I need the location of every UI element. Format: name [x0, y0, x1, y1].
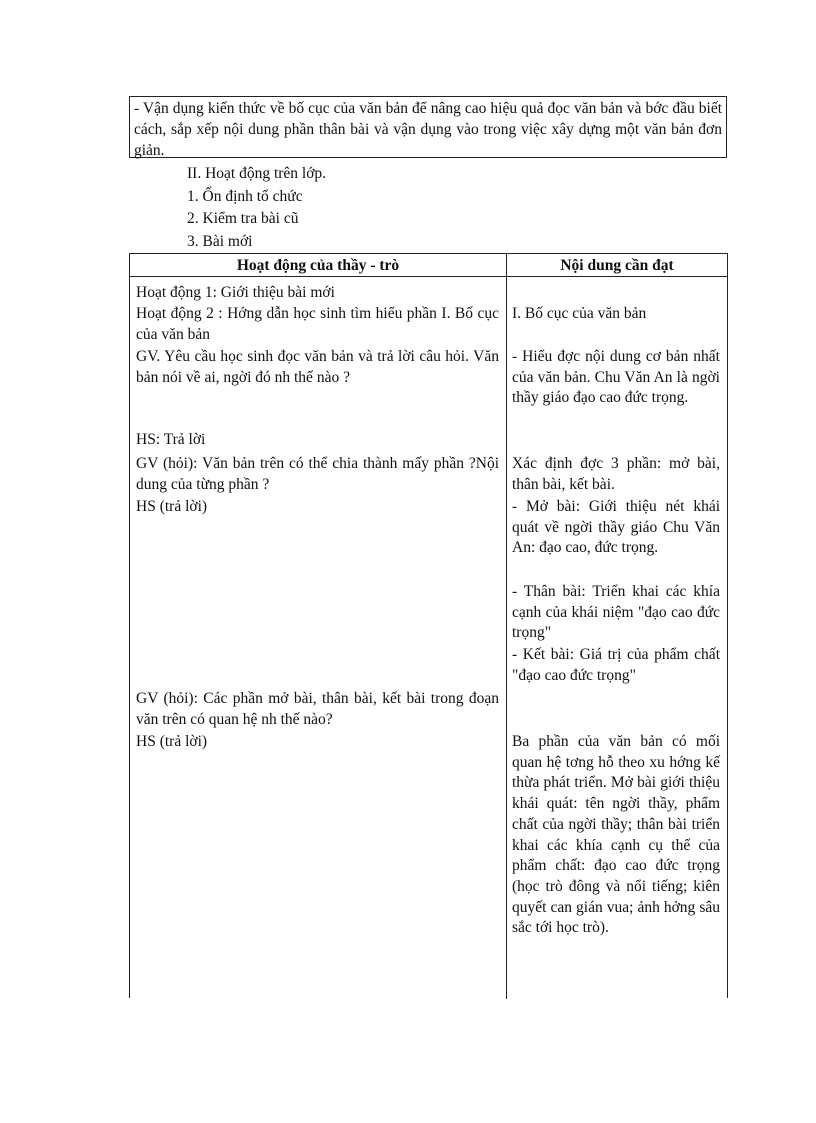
column-divider — [506, 254, 507, 999]
step-item: 3. Bài mới — [187, 232, 253, 250]
right-cell: - Kết bài: Giá trị của phẩm chất "đạo cao đức trọng" — [512, 646, 720, 684]
header-content: Nội dung cần đạt — [560, 257, 674, 274]
lesson-table — [129, 253, 728, 998]
right-cell: - Thân bài: Triển khai các khía cạnh của khái niệm "đạo cao đức trọng" — [512, 583, 720, 642]
left-cell: HS (trả lời) — [136, 733, 208, 750]
right-cell: Ba phần của văn bản có mối quan hệ tơng hỗ theo xu hớng kế thừa phát triển. Mở bài giới thiệu khái quát: tên ngời thầy, phẩm chất của ngời thầy; thân bài triển khai các khía cạnh cụ thể của phẩm chất: đạo cao đức trọng (học trò đông và nổi tiếng; kiên quyết can gián vua; ảnh hởng sâu sắc tới học trò). — [512, 733, 720, 937]
right-cell: - Hiểu đợc nội dung cơ bản nhất của văn bản. Chu Văn An là ngời thầy giáo đạo cao đức trọng. — [512, 348, 720, 407]
left-cell: Hoạt động 1: Giới thiệu bài mới — [136, 284, 335, 301]
left-cell: GV (hỏi): Văn bản trên có thể chia thành mấy phần ?Nội dung của từng phần ? — [136, 455, 499, 493]
right-cell: I. Bố cục của văn bản — [512, 305, 647, 322]
lesson-steps — [187, 163, 326, 253]
step-item: 2. Kiểm tra bài cũ — [187, 210, 299, 227]
header-teacher-student: Hoạt động của thầy - trò — [236, 257, 400, 274]
objective-text: - Vận dụng kiến thức về bố cục của văn bản để nâng cao hiệu quả đọc văn bản và bớc đầu biết cách, sắp xếp nội dung phần thân bài và vận dụng vào trong việc xây dựng một văn bản đơn giản. — [134, 100, 722, 159]
left-cell: GV (hỏi): Các phần mở bài, thân bài, kết bài trong đoạn văn trên có quan hệ nh thế nào? — [136, 690, 499, 728]
header-rule — [130, 276, 727, 277]
left-cell: HS (trả lời) — [136, 498, 208, 515]
step-item: 1. Ổn định tổ chức — [187, 187, 303, 205]
left-cell: Hoạt động 2 : Hớng dẫn học sinh tìm hiểu phần I. Bố cục của văn bản — [136, 305, 499, 343]
objective-box — [129, 96, 727, 158]
left-cell: GV. Yêu cầu học sinh đọc văn bản và trả lời câu hỏi. Văn bản nói về ai, ngời đó nh thế nào ? — [136, 348, 499, 386]
right-cell: - Mở bài: Giới thiệu nét khái quát về ngời thầy giáo Chu Văn An: đạo cao, đức trọng. — [512, 498, 720, 557]
right-cell: Xác định đợc 3 phần: mở bài, thân bài, kết bài. — [512, 455, 720, 493]
left-cell: HS: Trả lời — [136, 431, 206, 448]
section-heading: II. Hoạt động trên lớp. — [187, 165, 327, 182]
